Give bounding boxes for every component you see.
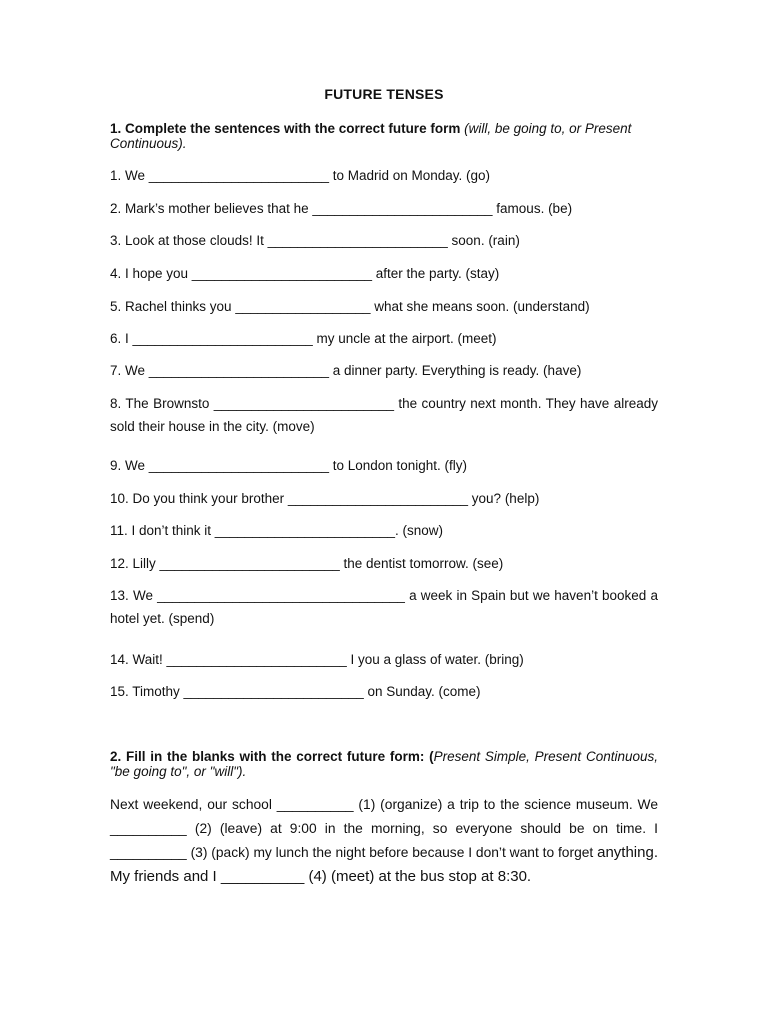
section1-hint: (will, be going to, or Present Continuous). bbox=[110, 121, 632, 151]
section2-instructions bbox=[110, 749, 658, 779]
section2-hint: Present Simple, Present Continuous, "be going to", or "will"). bbox=[110, 749, 658, 779]
question-1: 1. We ________________________ to Madrid on Monday. (go) bbox=[110, 168, 491, 183]
question-10: 10. Do you think your brother ________________________ you? (help) bbox=[110, 491, 540, 506]
question-3: 3. Look at those clouds! It ________________________ soon. (rain) bbox=[110, 233, 520, 248]
question-6: 6. I ________________________ my uncle at the airport. (meet) bbox=[110, 331, 497, 346]
question-14: 14. Wait! ________________________ I you a glass of water. (bring) bbox=[110, 652, 524, 667]
question-2: 2. Mark’s mother believes that he ________________________ famous. (be) bbox=[110, 201, 573, 216]
question-4: 4. I hope you ________________________ after the party. (stay) bbox=[110, 266, 500, 281]
question-11: 11. I don’t think it ________________________. (snow) bbox=[110, 523, 444, 538]
page-title: FUTURE TENSES bbox=[324, 86, 444, 102]
question-15: 15. Timothy ________________________ on Sunday. (come) bbox=[110, 684, 481, 699]
question-13: 13. We _________________________________ a week in Spain but we haven’t booked a hotel yet. (spend) bbox=[110, 588, 658, 626]
section2-heading: 2. Fill in the blanks with the correct future form: bbox=[110, 749, 425, 764]
question-7: 7. We ________________________ a dinner party. Everything is ready. (have) bbox=[110, 363, 582, 378]
section2-open-paren: ( bbox=[429, 749, 434, 764]
question-8: 8. The Brownsto ________________________ the country next month. They have already sold their house in the city. (move) bbox=[110, 396, 658, 434]
question-9: 9. We ________________________ to London tonight. (fly) bbox=[110, 458, 468, 473]
section2-paragraph-last: anything. My friends and I __________ (4) (meet) at the bus stop at 8:30. bbox=[110, 844, 658, 885]
question-12: 12. Lilly ________________________ the dentist tomorrow. (see) bbox=[110, 556, 504, 571]
section2-paragraph-main: Next weekend, our school __________ (1) (organize) a trip to the science museum. We __________ (2) (leave) at 9:00 in the morning, so everyone should be on time. I __________ (3) (pack) my lunch the night before because I don’t want to forget bbox=[110, 797, 658, 860]
section2-paragraph bbox=[110, 793, 658, 889]
section1-instructions bbox=[110, 121, 658, 151]
section1-heading: 1. Complete the sentences with the correct future form bbox=[110, 121, 461, 136]
question-5: 5. Rachel thinks you __________________ what she means soon. (understand) bbox=[110, 299, 590, 314]
